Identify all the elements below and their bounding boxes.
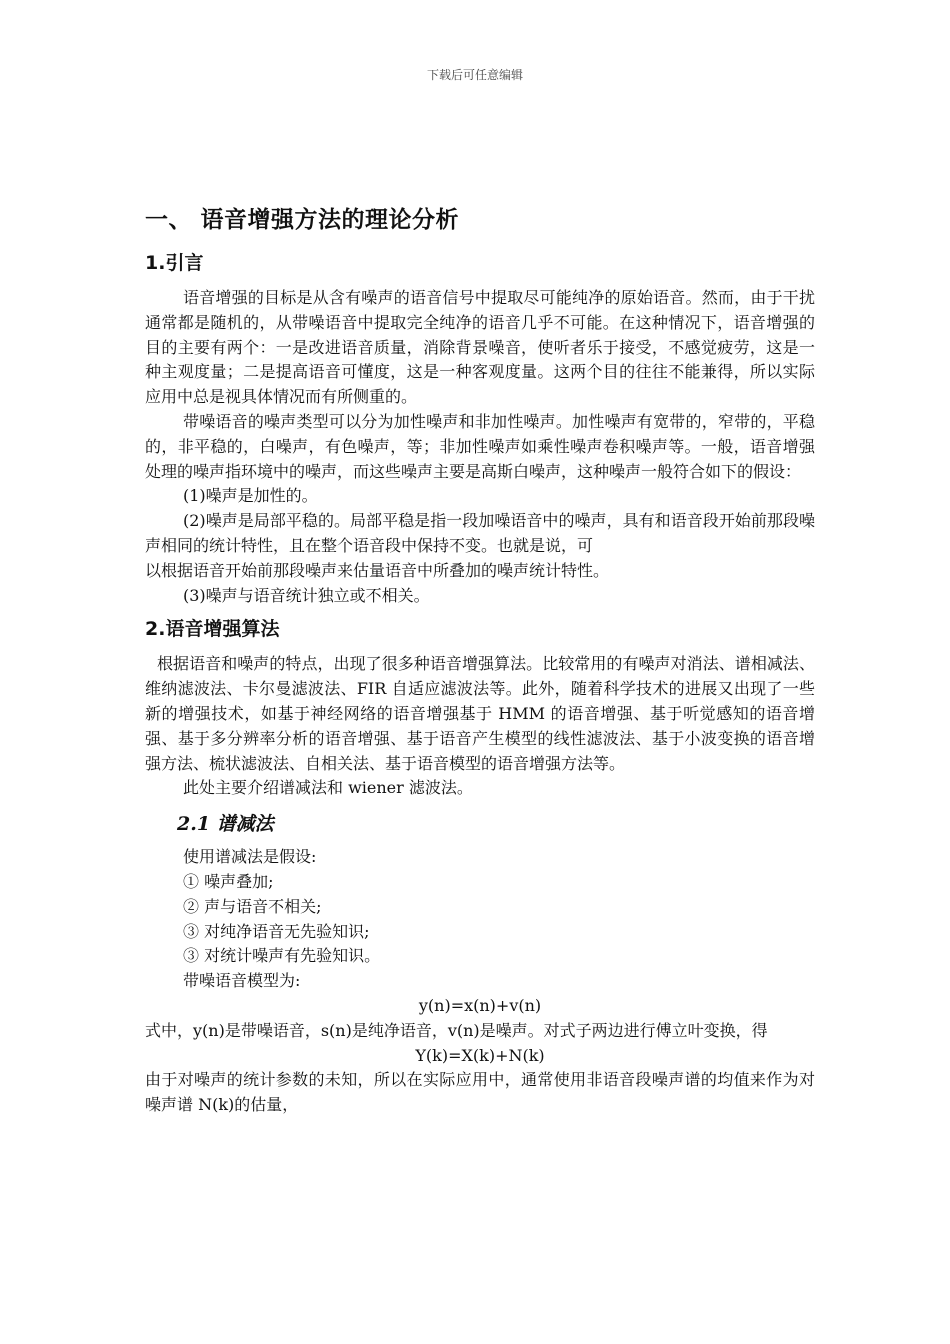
list-item: ② 声与语音不相关; [183,896,322,916]
formula-time-domain: y(n)=x(n)+v(n) [418,995,542,1015]
section-heading-algorithms: 2.语音增强算法 [145,618,280,641]
spectral-assumption-intro: 使用谱减法是假设: [183,847,317,867]
list-item: ① 噪声叠加; [183,871,274,891]
assumption-1: (1)噪声是加性的。 [183,486,318,506]
algorithms-paragraph-2: 此处主要介绍谱减法和 wiener 滤波法。 [183,778,473,798]
formula-frequency-domain: Y(k)=X(k)+N(k) [415,1045,545,1065]
list-item: ③ 对纯净语音无先验知识; [183,921,370,941]
algorithms-paragraph-1: 根据语音和噪声的特点，出现了很多种语音增强算法。比较常用的有噪声对消法、谱相减法、维纳滤波法、卡尔曼滤波法、FIR 自适应滤波法等。此外，随着科学技术的进展又出现了一些新的增强技术，如基于神经网络的语音增强基于 HMM 的语音增强、基于听觉感知的语音增强、基于多分辨率分析的语音增强、基于语音产生模型的线性滤波法、基于小波变换的语音增强方法、梳状滤波法、自相关法、基于语音模型的语音增强方法等。 [145,654,815,773]
noisy-speech-model-label: 带噪语音模型为: [183,971,301,991]
subsection-heading-spectral: 2.1 谱减法 [177,813,274,836]
spectral-paragraph-1: 式中，y(n)是带噪语音，s(n)是纯净语音，v(n)是噪声。对式子两边进行傅立叶变换，得 [145,1020,768,1040]
spectral-paragraph-2: 由于对噪声的统计参数的未知，所以在实际应用中，通常使用非语音段噪声谱的均值来作为对噪声谱 N(k)的估量， [145,1070,815,1115]
page-header-note: 下载后可任意编辑 [426,68,523,82]
document-body [145,200,815,1118]
assumption-3: (3)噪声与语音统计独立或不相关。 [183,585,430,605]
assumption-2-continued: 以根据语音开始前那段噪声来估量语音中所叠加的噪声统计特性。 [145,560,610,580]
assumption-2: (2)噪声是局部平稳的。局部平稳是指一段加噪语音中的噪声，具有和语音段开始前那段噪声相同的统计特性，且在整个语音段中保持不变。也就是说，可 [145,511,815,555]
intro-paragraph-2: 带噪语音的噪声类型可以分为加性噪声和非加性噪声。加性噪声有宽带的，窄带的，平稳的，非平稳的，白噪声，有色噪声，等；非加性噪声如乘性噪声卷积噪声等。一般，语音增强处理的噪声指环境中的噪声，而这些噪声主要是高斯白噪声，这种噪声一般符合如下的假设： [145,411,815,481]
chapter-title: 一、 语音增强方法的理论分析 [145,207,460,233]
list-item: ③ 对统计噪声有先验知识。 [183,946,381,966]
intro-paragraph-1: 语音增强的目标是从含有噪声的语音信号中提取尽可能纯净的原始语音。然而，由于干扰通常都是随机的，从带噪语音中提取完全纯净的语音几乎不可能。在这种情况下，语音增强的目的主要有两个：一是改进语音质量，消除背景噪音，使听者乐于接受，不感觉疲劳，这是一种主观度量；二是提高语音可懂度，这是一种客观度量。这两个目的往往不能兼得，所以实际应用中总是视具体情况而有所侧重的。 [145,288,815,407]
section-heading-intro: 1.引言 [145,252,204,274]
